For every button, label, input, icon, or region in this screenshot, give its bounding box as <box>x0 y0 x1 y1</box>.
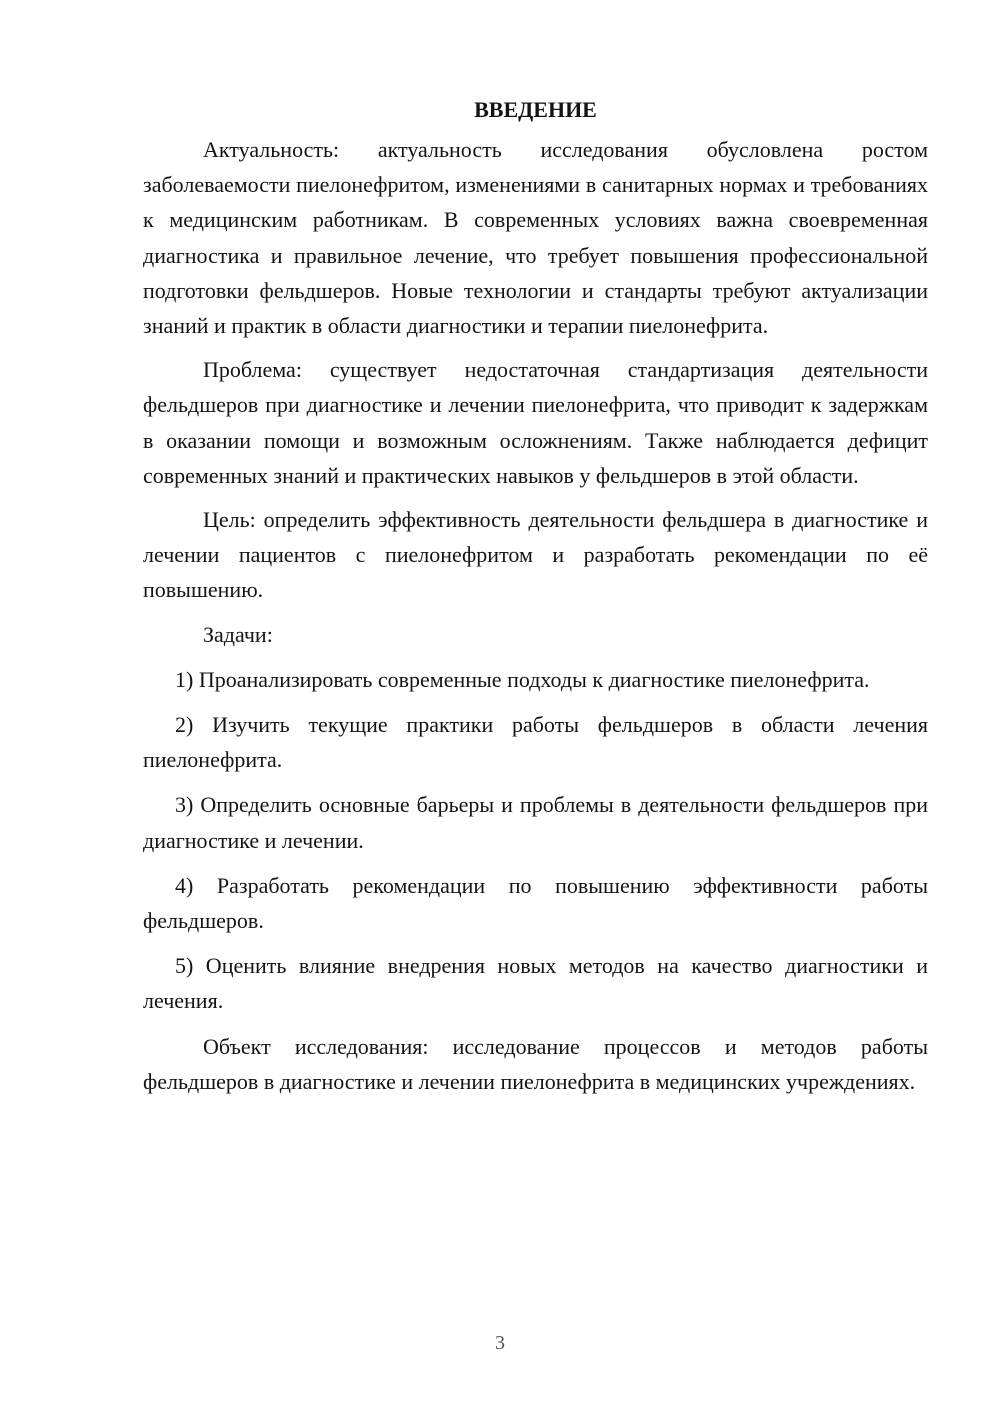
task-item-1: 1) Проанализировать современные подходы к диагностике пиелонефрита. <box>175 666 870 692</box>
paragraph-problem: Проблема: существует недостаточная стандартизация деятельности фельдшеров при диагностике и лечении пиелонефрита, что приводит к задержкам в оказании помощи и возможным осложнениям. Также наблюдается дефицит современных знаний и практических навыков у фельдшеров в этой области. <box>143 357 928 488</box>
task-item-3: 3) Определить основные барьеры и проблемы в деятельности фельдшеров при диагностике и лечении. <box>143 792 928 853</box>
task-item-5: 5) Оценить влияние внедрения новых методов на качество диагностики и лечения. <box>143 953 928 1014</box>
document-page <box>143 92 928 1108</box>
task-item-2: 2) Изучить текущие практики работы фельдшеров в области лечения пиелонефрита. <box>143 712 928 773</box>
task-list <box>143 662 928 1019</box>
paragraph-object: Объект исследования: исследование процессов и методов работы фельдшеров в диагностике и лечении пиелонефрита в медицинских учреждениях. <box>143 1033 928 1094</box>
paragraph-relevance: Актуальность: актуальность исследования обусловлена ростом заболеваемости пиелонефритом, изменениями в санитарных нормах и требованиях к медицинским работникам. В современных условиях важна своевременная диагностика и правильное лечение, что требует повышения профессиональной подготовки фельдшеров. Новые технологии и стандарты требуют актуализации знаний и практик в области диагностики и терапии пиелонефрита. <box>143 137 928 339</box>
section-title: ВВЕДЕНИЕ <box>474 97 597 122</box>
paragraph-goal: Цель: определить эффективность деятельности фельдшера в диагностике и лечении пациентов с пиелонефритом и разработать рекомендации по её повышению. <box>143 507 928 603</box>
tasks-label: Задачи: <box>203 621 273 647</box>
task-item-4: 4) Разработать рекомендации по повышению эффективности работы фельдшеров. <box>143 872 928 934</box>
page-number: 3 <box>495 1332 505 1354</box>
